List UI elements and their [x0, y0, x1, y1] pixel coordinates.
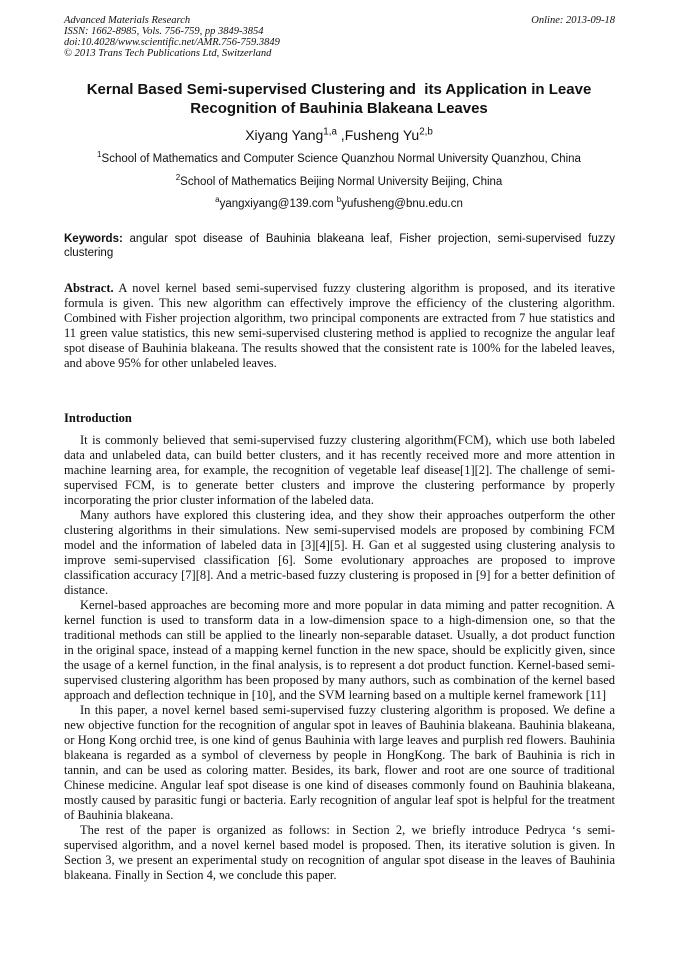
affiliation-1-superscript: 1	[97, 150, 102, 160]
intro-paragraph-2: Many authors have explored this clustering idea, and they show their approaches outperform the other clustering algorithms in their simulations. New semi-supervised models are proposed by combining FCM model and the information of labeled data in [3][4][5]. H. Gan et al suggested using clustering analysis to improve semi-supervised classification [6]. Some evolutionary approaches are proposed to improve classification accuracy [7][8]. And a metric-based fuzzy clustering is proposed in [9] for a better definition of distance.	[64, 508, 615, 597]
author-2-superscript: 2,b	[419, 126, 433, 138]
keywords-section	[64, 232, 615, 260]
email-a: yangxiyang@139.com	[219, 198, 337, 210]
author-emails	[20, 197, 658, 211]
author-1-superscript: 1,a	[323, 126, 337, 138]
copyright-line: © 2013 Trans Tech Publications Ltd, Switzerland	[64, 48, 272, 59]
author-list	[40, 127, 638, 144]
intro-paragraph-4: In this paper, a novel kernel based semi-supervised fuzzy clustering algorithm is proposed. We define a new objective function for the recognition of angular spot in leaves of Bauhinia blakeana. Bauhinia blakeana, or Hong Kong orchid tree, is one kind of genus Bauhinia with large leaves and purplish red flowers. Bauhinia blakeana is regarded as a symbol of cleverness by people in HongKong. The bark of Bauhinia is rich in tannin, and can be used as coloring matter. Besides, its bark, flower and root are one source of traditional Chinese medicine. Angular leaf spot disease is one kind of diseases commonly found on Bauhinia blakeana, mostly caused by parasitic fungi or bacteria. Early recognition of angular leaf spot is helpful for the treatment of Bauhinia blakeana.	[64, 703, 615, 822]
email-b-superscript: b	[336, 195, 342, 205]
affiliation-2-text: School of Mathematics Beijing Normal University Beijing, China	[180, 176, 503, 188]
abstract-paragraph	[64, 281, 615, 371]
title-line-1: Kernal Based Semi-supervised Clustering and its Application in Leave	[86, 81, 592, 98]
intro-paragraph-3: Kernel-based approaches are becoming more and more popular in data miming and patter recognition. A kernel function is used to transform data in a low-dimension space to a high-dimension one, so that the traditional methods can still be applied to the linearly non-separable dataset. Usually, a dot product function in the original space, instead of a mapping kernel function in the new space, should be explicitly given, since the usage of a kernel function, in the final analysis, is to represent a dot product function. Kernel-based semi-supervised clustering algorithm has been proposed by many authors, such as combination of the kernel based approach and deflection technique in [10], and the SVM learning based on a multiple kernel framework [11]	[64, 598, 615, 702]
journal-header	[64, 15, 615, 59]
paper-title	[40, 80, 638, 118]
abstract-text: A novel kernel based semi-supervised fuzzy clustering algorithm is proposed, and its iterative formula is given. This new algorithm can effectively improve the efficiency of the clustering algorithm. Combined with Fisher projection algorithm, two principal components are extracted from 7 hue statistics and 11 green value statistics, this new semi-supervised clustering method is applied to recognize the angular leaf spot disease of Bauhinia blakeana. The results showed that the consistent rate is 100% for the labeled leaves, and above 95% for other unlabeled leaves.	[64, 281, 615, 370]
keywords-text: angular spot disease of Bauhinia blakeana leaf, Fisher projection, semi-supervised fuzzy clustering	[64, 233, 615, 259]
intro-paragraph-1: It is commonly believed that semi-supervised fuzzy clustering algorithm(FCM), which use both labeled data and unlabeled data, can build better clusters, and it has recently received more and more attention in machine learning area, for example, the recognition of vegetable leaf disease[1][2]. The challenge of semi-supervised FCM, is to generate better clusters and improve the clustering performance by properly incorporating the prior cluster information of the labeled data.	[64, 433, 615, 507]
email-a-superscript: a	[215, 195, 220, 205]
abstract-section	[64, 281, 615, 371]
title-line-2: Recognition of Bauhinia Blakeana Leaves	[190, 100, 488, 117]
introduction-body	[64, 433, 615, 883]
keywords-label: Keywords:	[64, 233, 123, 245]
journal-name: Advanced Materials Research	[64, 15, 191, 26]
author-1-name: Xiyang Yang	[245, 127, 324, 143]
doi-line: doi:10.4028/www.scientific.net/AMR.756-759.3849	[64, 37, 280, 48]
issn-line: ISSN: 1662-8985, Vols. 756-759, pp 3849-3854	[64, 26, 264, 37]
online-date: Online: 2013-09-18	[531, 15, 615, 26]
introduction-heading: Introduction	[64, 411, 132, 425]
email-b: yufusheng@bnu.edu.cn	[341, 198, 463, 210]
affiliation-2-superscript: 2	[175, 173, 181, 183]
affiliation-1-text: School of Mathematics and Computer Science Quanzhou Normal University Quanzhou, China	[101, 153, 581, 165]
author-separator: ,	[336, 127, 345, 143]
abstract-label: Abstract.	[64, 281, 114, 295]
intro-paragraph-5: The rest of the paper is organized as follows: in Section 2, we briefly introduce Pedryca ‘s semi-supervised algorithm, and a novel kernel based model is proposed. Then, its iterative solution is given. In Section 3, we present an experimental study on recognition of angular spot disease in the leaves of Bauhinia blakeana. Finally in Section 4, we conclude this paper.	[64, 823, 615, 882]
affiliation-1	[20, 152, 658, 166]
author-2-name: Fusheng Yu	[344, 127, 420, 143]
affiliation-2	[20, 175, 658, 189]
